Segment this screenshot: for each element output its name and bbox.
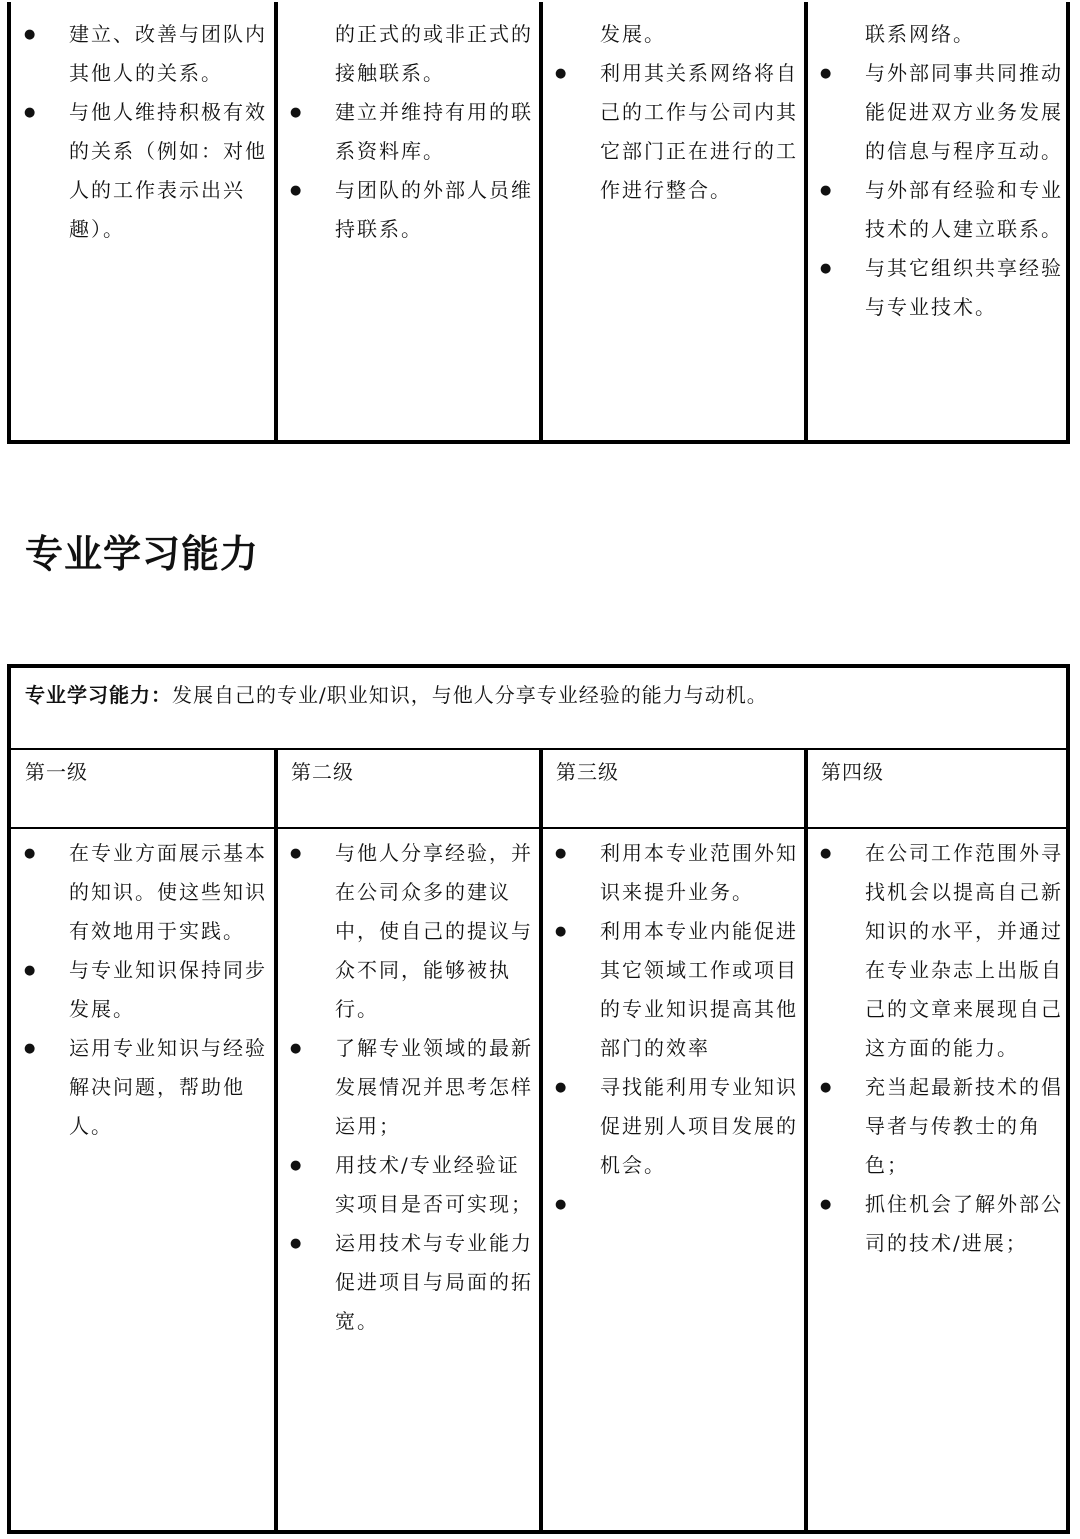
definition-text: 发展自己的专业/职业知识，与他人分享专业经验的能力与动机。 [172,683,768,707]
list-item: ● 抓住机会了解外部公司的技术/进展； [820,1185,1064,1263]
top-competency-table [7,2,1070,444]
column-divider [539,748,543,1530]
list-item: ● 利用本专业内能促进其它领域工作或项目的专业知识提高其他部门的效率 [555,912,799,1068]
level-3-header: 第三级 [556,760,619,784]
column-divider [274,2,278,440]
list-item: ● 用技术/专业经验证实项目是否可实现； [290,1146,534,1224]
column-divider [804,748,808,1530]
bullet-list [24,15,270,249]
list-item-continuation: 发展。 [600,22,666,46]
column-divider [539,2,543,440]
definition-label: 专业学习能力： [25,683,172,707]
bullet-list [24,834,270,1146]
list-item: ● 运用专业知识与经验解决问题，帮助他人。 [24,1029,270,1146]
list-item: ● 与外部有经验和专业技术的人建立联系。 [820,171,1064,249]
top-col-2 [290,15,534,249]
top-col-3 [555,15,799,210]
list-item: ● 与团队的外部人员维持联系。 [290,171,534,249]
list-item: ● 了解专业领域的最新发展情况并思考怎样运用； [290,1029,534,1146]
list-item: ● 在公司工作范围外寻找机会以提高自己新知识的水平，并通过在专业杂志上出版自己的文章来展现自己这方面的能力。 [820,834,1064,1068]
level-2-content [290,834,534,1341]
list-item: ● 建立、改善与团队内其他人的关系。 [24,15,270,93]
bullet-list [555,15,799,210]
top-col-1 [24,15,270,249]
bullet-list [290,15,534,249]
list-item: ● 寻找能利用专业知识促进别人项目发展的机会。 [555,1068,799,1185]
bullet-list [820,15,1064,327]
list-item: ● 与专业知识保持同步发展。 [24,951,270,1029]
bullet-list [820,834,1064,1263]
list-item: ● 充当起最新技术的倡导者与传教士的角色； [820,1068,1064,1185]
column-divider [274,748,278,1530]
bullet-list [555,834,799,1224]
list-item-continuation: 的正式的或非正式的接触联系。 [335,22,533,85]
top-col-4 [820,15,1064,327]
list-item: ● 利用本专业范围外知识来提升业务。 [555,834,799,912]
list-item: ● 与他人分享经验，并在公司众多的建议中，使自己的提议与众不同，能够被执行。 [290,834,534,1029]
list-item: ● 与他人维持积极有效的关系（例如：对他人的工作表示出兴趣）。 [24,93,270,249]
bullet-list [290,834,534,1341]
list-item: ● 建立并维持有用的联系资料库。 [290,93,534,171]
list-item-continuation: 联系网络。 [865,22,975,46]
definition-row [25,680,768,710]
list-item: ● 利用其关系网络将自己的工作与公司内其它部门正在进行的工作进行整合。 [555,54,799,210]
level-2-header: 第二级 [291,760,354,784]
list-item: ● 运用技术与专业能力促进项目与局面的拓宽。 [290,1224,534,1341]
level-1-header: 第一级 [25,760,88,784]
list-item: ● 与其它组织共享经验与专业技术。 [820,249,1064,327]
level-4-header: 第四级 [821,760,884,784]
list-item: ● 在专业方面展示基本的知识。使这些知识有效地用于实践。 [24,834,270,951]
list-item-empty [555,1185,799,1224]
list-item: ● 与外部同事共同推动能促进双方业务发展的信息与程序互动。 [820,54,1064,171]
learning-competency-table [7,664,1070,1534]
section-title: 专业学习能力 [25,532,260,576]
level-1-content [24,834,270,1146]
level-3-content [555,834,799,1224]
column-divider [804,2,808,440]
level-4-content [820,834,1064,1263]
